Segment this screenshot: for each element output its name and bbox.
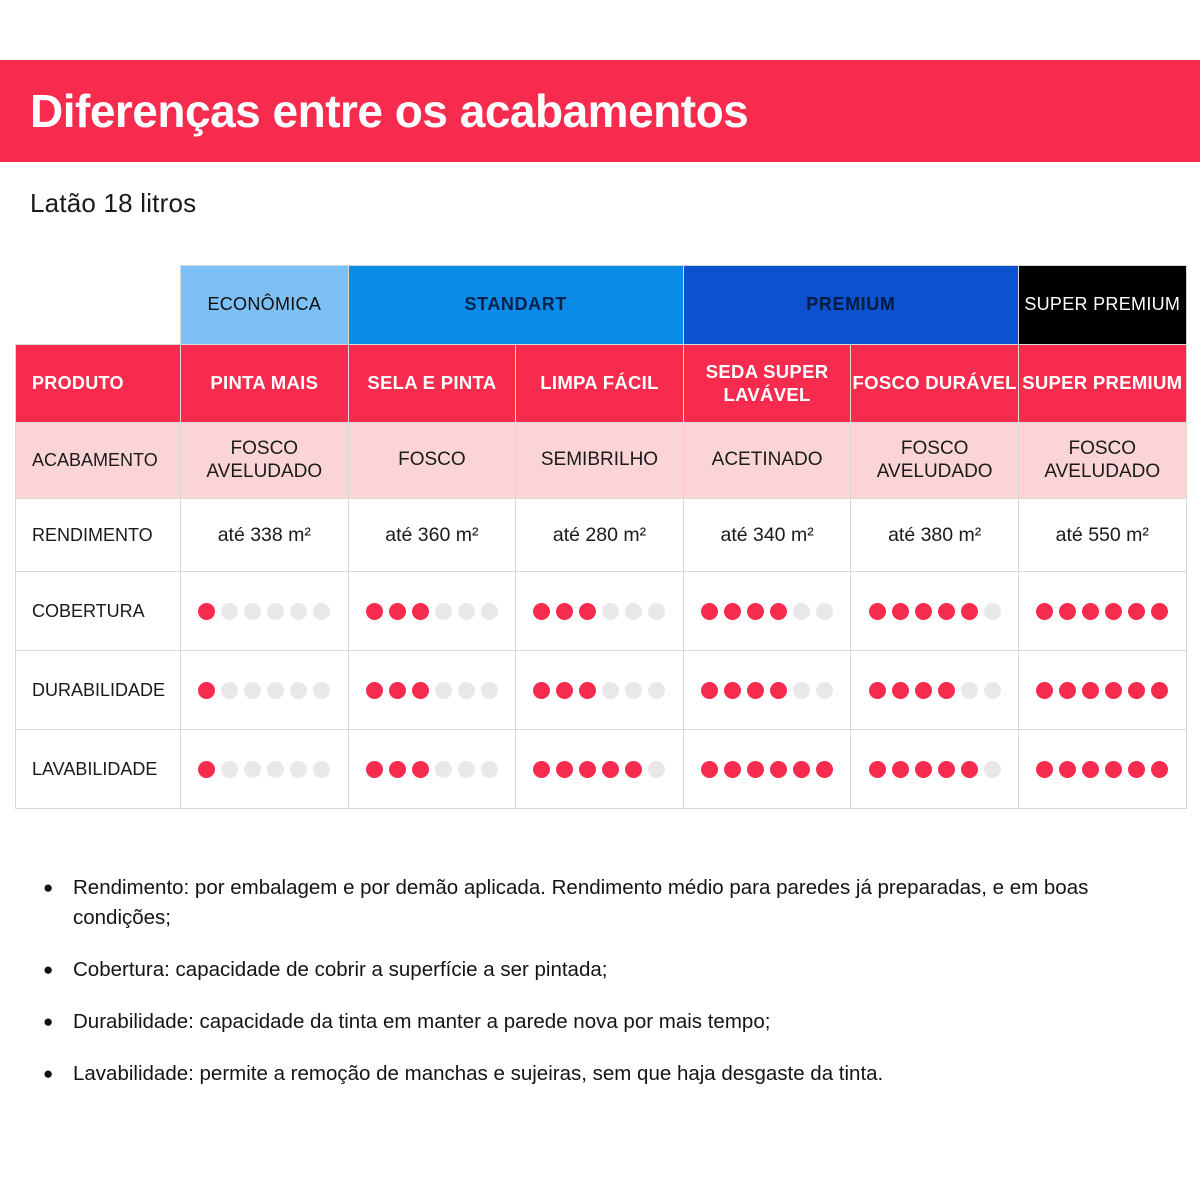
table-cell: até 338 m² <box>181 499 349 572</box>
rating-dot-empty <box>435 682 452 699</box>
rating-dot-filled <box>724 761 741 778</box>
table-cell: até 340 m² <box>683 499 851 572</box>
product-header-cell[interactable]: FOSCO DURÁVEL <box>851 345 1019 423</box>
row-label: ACABAMENTO <box>16 423 181 499</box>
rating-dot-filled <box>389 761 406 778</box>
rating-dots <box>851 761 1018 778</box>
rating-dots <box>516 603 683 620</box>
table-row <box>16 499 1187 572</box>
rating-dot-filled <box>579 682 596 699</box>
rating-dots <box>181 603 348 620</box>
table-cell: ACETINADO <box>683 423 851 499</box>
table-cell: até 380 m² <box>851 499 1019 572</box>
rating-dot-filled <box>961 603 978 620</box>
rating-dot-filled <box>747 761 764 778</box>
rating-dot-filled <box>1151 761 1168 778</box>
rating-dot-filled <box>625 761 642 778</box>
rating-dot-filled <box>892 603 909 620</box>
rating-dot-empty <box>221 761 238 778</box>
rating-dot-filled <box>1128 603 1145 620</box>
rating-cell <box>181 730 349 809</box>
rating-dot-filled <box>1082 761 1099 778</box>
rating-dot-filled <box>412 603 429 620</box>
table-row <box>16 730 1187 809</box>
rating-dot-filled <box>869 603 886 620</box>
product-header-cell[interactable]: SUPER PREMIUM <box>1018 345 1186 423</box>
rating-dot-filled <box>770 603 787 620</box>
note-item <box>35 1007 1145 1037</box>
rating-dot-empty <box>221 682 238 699</box>
rating-dot-empty <box>481 682 498 699</box>
rating-dots <box>684 603 851 620</box>
product-header-label: PRODUTO <box>16 345 181 423</box>
rating-dot-filled <box>770 682 787 699</box>
category-header-economica[interactable]: ECONÔMICA <box>181 266 349 345</box>
rating-cell <box>516 651 684 730</box>
title-banner <box>0 60 1200 162</box>
rating-dot-empty <box>435 761 452 778</box>
row-label: RENDIMENTO <box>16 499 181 572</box>
rating-dot-filled <box>869 682 886 699</box>
rating-dot-filled <box>1082 603 1099 620</box>
rating-dot-empty <box>984 761 1001 778</box>
rating-dot-empty <box>602 603 619 620</box>
table-row <box>16 423 1187 499</box>
rating-dot-filled <box>389 682 406 699</box>
rating-dot-empty <box>435 603 452 620</box>
rating-dot-filled <box>556 682 573 699</box>
product-header-cell[interactable]: PINTA MAIS <box>181 345 349 423</box>
category-header-premium[interactable]: PREMIUM <box>683 266 1018 345</box>
rating-dot-filled <box>533 761 550 778</box>
rating-dots <box>1019 603 1186 620</box>
table-cell: FOSCO AVELUDADO <box>181 423 349 499</box>
rating-dot-filled <box>1151 603 1168 620</box>
rating-dot-filled <box>938 682 955 699</box>
product-header-cell[interactable]: LIMPA FÁCIL <box>516 345 684 423</box>
rating-dot-empty <box>625 682 642 699</box>
rating-dot-filled <box>1105 603 1122 620</box>
rating-dot-empty <box>290 682 307 699</box>
rating-dot-filled <box>579 761 596 778</box>
product-header-cell[interactable]: SELA E PINTA <box>348 345 516 423</box>
table-cell: FOSCO AVELUDADO <box>1018 423 1186 499</box>
table-cell: SEMIBRILHO <box>516 423 684 499</box>
rating-dot-filled <box>1059 603 1076 620</box>
bullet-icon: ● <box>43 878 54 897</box>
rating-dot-empty <box>481 761 498 778</box>
rating-dot-empty <box>602 682 619 699</box>
rating-dot-filled <box>1151 682 1168 699</box>
rating-dot-empty <box>221 603 238 620</box>
rating-dots <box>684 682 851 699</box>
rating-dot-filled <box>938 761 955 778</box>
rating-dot-empty <box>984 603 1001 620</box>
rating-dots <box>1019 761 1186 778</box>
rating-dot-empty <box>816 603 833 620</box>
rating-dot-filled <box>1036 603 1053 620</box>
category-header-row <box>16 266 1187 345</box>
rating-dot-filled <box>1105 682 1122 699</box>
rating-dot-filled <box>816 761 833 778</box>
rating-dot-filled <box>701 682 718 699</box>
note-item <box>35 955 1145 985</box>
row-label: DURABILIDADE <box>16 651 181 730</box>
rating-dot-filled <box>724 682 741 699</box>
rating-dot-empty <box>984 682 1001 699</box>
rating-dot-filled <box>556 761 573 778</box>
row-label: COBERTURA <box>16 572 181 651</box>
comparison-table-body <box>16 266 1187 809</box>
rating-cell <box>1018 730 1186 809</box>
rating-dot-filled <box>747 682 764 699</box>
rating-dot-filled <box>533 682 550 699</box>
rating-dot-filled <box>915 603 932 620</box>
table-cell: até 280 m² <box>516 499 684 572</box>
rating-dots <box>349 682 516 699</box>
rating-dot-empty <box>313 603 330 620</box>
rating-dots <box>516 682 683 699</box>
rating-dot-filled <box>1128 682 1145 699</box>
rating-dot-filled <box>724 603 741 620</box>
rating-dot-filled <box>915 761 932 778</box>
rating-dot-empty <box>625 603 642 620</box>
rating-dots <box>349 603 516 620</box>
rating-dot-empty <box>290 761 307 778</box>
note-text: Rendimento: por embalagem e por demão aplicada. Rendimento médio para paredes já preparadas, e em boas condições; <box>73 876 1089 929</box>
rating-dot-empty <box>244 603 261 620</box>
rating-dot-empty <box>244 682 261 699</box>
rating-dots <box>516 761 683 778</box>
rating-dots <box>1019 682 1186 699</box>
rating-dot-empty <box>816 682 833 699</box>
rating-dot-filled <box>366 603 383 620</box>
note-text: Cobertura: capacidade de cobrir a superfície a ser pintada; <box>73 958 608 981</box>
comparison-table-wrapper <box>15 265 1186 809</box>
rating-dot-empty <box>648 603 665 620</box>
rating-dot-empty <box>458 682 475 699</box>
rating-dot-filled <box>915 682 932 699</box>
product-header-cell[interactable]: SEDA SUPER LAVÁVEL <box>683 345 851 423</box>
rating-cell <box>851 651 1019 730</box>
note-item <box>35 873 1145 933</box>
rating-dots <box>181 682 348 699</box>
rating-cell <box>516 730 684 809</box>
rating-dot-filled <box>412 761 429 778</box>
rating-dot-filled <box>892 761 909 778</box>
bullet-icon: ● <box>43 960 54 979</box>
rating-dot-filled <box>412 682 429 699</box>
rating-dot-filled <box>1036 682 1053 699</box>
category-header-superpremium[interactable]: SUPER PREMIUM <box>1018 266 1186 345</box>
rating-dot-empty <box>458 761 475 778</box>
table-row <box>16 651 1187 730</box>
rating-dot-filled <box>366 761 383 778</box>
rating-dot-empty <box>458 603 475 620</box>
rating-dots <box>349 761 516 778</box>
product-header-row <box>16 345 1187 423</box>
rating-dot-filled <box>602 761 619 778</box>
rating-dot-empty <box>481 603 498 620</box>
rating-dot-empty <box>961 682 978 699</box>
rating-dot-empty <box>313 682 330 699</box>
rating-dot-filled <box>198 603 215 620</box>
rating-dot-empty <box>313 761 330 778</box>
rating-dot-filled <box>556 603 573 620</box>
rating-dot-empty <box>793 682 810 699</box>
rating-dot-empty <box>648 682 665 699</box>
note-item <box>35 1059 1145 1089</box>
rating-dot-empty <box>290 603 307 620</box>
notes-list <box>35 873 1145 1111</box>
rating-dot-filled <box>747 603 764 620</box>
rating-dot-filled <box>793 761 810 778</box>
table-cell: FOSCO <box>348 423 516 499</box>
rating-dot-filled <box>1082 682 1099 699</box>
rating-dot-filled <box>389 603 406 620</box>
rating-dot-filled <box>1105 761 1122 778</box>
rating-dot-empty <box>648 761 665 778</box>
rating-cell <box>851 730 1019 809</box>
rating-dot-filled <box>961 761 978 778</box>
rating-dot-filled <box>198 761 215 778</box>
rating-dot-empty <box>267 603 284 620</box>
rating-dots <box>684 761 851 778</box>
rating-cell <box>1018 651 1186 730</box>
category-corner-cell <box>16 266 181 345</box>
rating-cell <box>516 572 684 651</box>
rating-cell <box>348 572 516 651</box>
rating-dot-filled <box>701 761 718 778</box>
comparison-table <box>15 265 1187 809</box>
page-title: Diferenças entre os acabamentos <box>30 85 749 137</box>
table-cell: até 550 m² <box>1018 499 1186 572</box>
rating-dots <box>181 761 348 778</box>
rating-dot-filled <box>938 603 955 620</box>
bullet-icon: ● <box>43 1064 54 1083</box>
rating-cell <box>348 730 516 809</box>
rating-dot-empty <box>244 761 261 778</box>
rating-dot-filled <box>1059 761 1076 778</box>
rating-dot-empty <box>793 603 810 620</box>
note-text: Durabilidade: capacidade da tinta em manter a parede nova por mais tempo; <box>73 1010 771 1033</box>
category-header-standart[interactable]: STANDART <box>348 266 683 345</box>
rating-dots <box>851 682 1018 699</box>
rating-cell <box>1018 572 1186 651</box>
rating-cell <box>683 651 851 730</box>
rating-dot-filled <box>892 682 909 699</box>
rating-dot-filled <box>770 761 787 778</box>
rating-dots <box>851 603 1018 620</box>
rating-dot-filled <box>1059 682 1076 699</box>
rating-cell <box>683 572 851 651</box>
rating-cell <box>683 730 851 809</box>
rating-cell <box>181 651 349 730</box>
rating-cell <box>851 572 1019 651</box>
rating-dot-filled <box>869 761 886 778</box>
rating-dot-filled <box>579 603 596 620</box>
rating-dot-filled <box>533 603 550 620</box>
table-cell: até 360 m² <box>348 499 516 572</box>
rating-dot-empty <box>267 761 284 778</box>
rating-dot-filled <box>198 682 215 699</box>
rating-cell <box>348 651 516 730</box>
table-cell: FOSCO AVELUDADO <box>851 423 1019 499</box>
rating-dot-filled <box>701 603 718 620</box>
table-row <box>16 572 1187 651</box>
page-subtitle: Latão 18 litros <box>30 188 197 218</box>
bullet-icon: ● <box>43 1012 54 1031</box>
note-text: Lavabilidade: permite a remoção de manchas e sujeiras, sem que haja desgaste da tinta. <box>73 1062 884 1085</box>
rating-dot-empty <box>267 682 284 699</box>
rating-cell <box>181 572 349 651</box>
row-label: LAVABILIDADE <box>16 730 181 809</box>
rating-dot-filled <box>1036 761 1053 778</box>
rating-dot-filled <box>1128 761 1145 778</box>
rating-dot-filled <box>366 682 383 699</box>
